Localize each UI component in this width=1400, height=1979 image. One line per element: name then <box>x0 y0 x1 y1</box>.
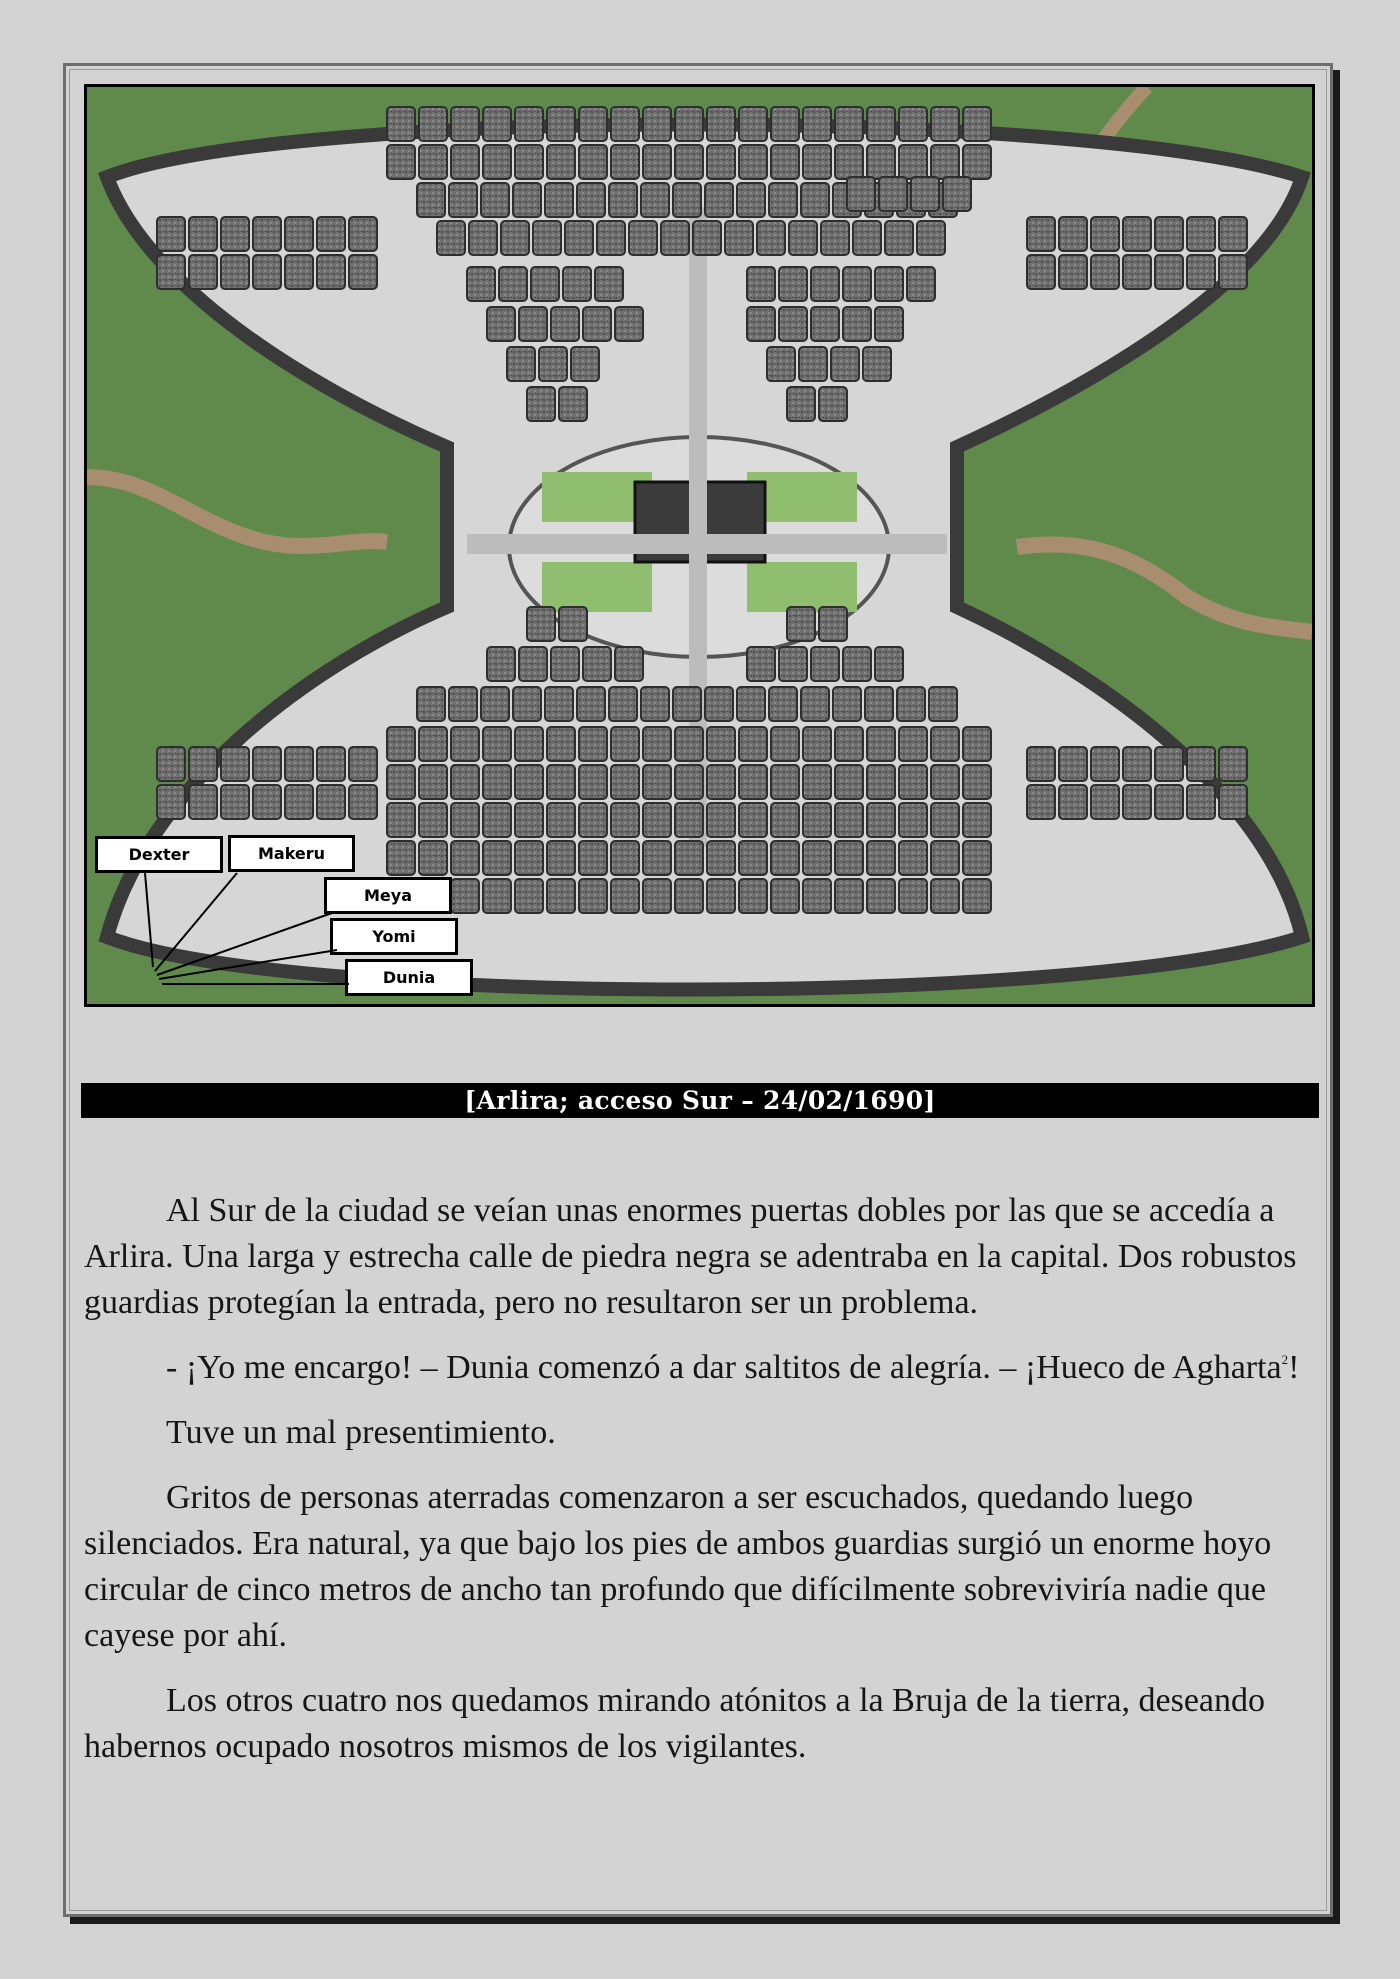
building-block <box>963 803 991 837</box>
building-block <box>1123 255 1151 289</box>
building-block <box>189 255 217 289</box>
building-block <box>931 107 959 141</box>
building-block <box>779 307 807 341</box>
building-block <box>317 785 345 819</box>
building-block <box>811 647 839 681</box>
building-block <box>803 879 831 913</box>
building-block <box>221 785 249 819</box>
building-block <box>707 765 735 799</box>
paragraph: Los otros cuatro nos quedamos mirando atónitos a la Bruja de la tierra, deseando habernos ocupado nosotros mismos de los vigilantes. <box>84 1682 1266 1765</box>
building-block <box>931 841 959 875</box>
building-block <box>547 107 575 141</box>
building-block <box>1091 785 1119 819</box>
building-block <box>317 255 345 289</box>
building-block <box>451 803 479 837</box>
building-block <box>835 879 863 913</box>
building-block <box>1059 255 1087 289</box>
building-block <box>931 803 959 837</box>
building-block <box>419 145 447 179</box>
building-block <box>571 347 599 381</box>
building-block <box>189 747 217 781</box>
building-block <box>1187 255 1215 289</box>
building-block <box>1027 255 1055 289</box>
building-block <box>899 765 927 799</box>
building-block <box>707 803 735 837</box>
building-block <box>1027 217 1055 251</box>
building-block <box>843 267 871 301</box>
building-block <box>707 107 735 141</box>
building-block <box>285 785 313 819</box>
building-block <box>483 145 511 179</box>
building-block <box>583 307 611 341</box>
building-block <box>579 841 607 875</box>
building-block <box>867 145 895 179</box>
building-block <box>847 177 875 211</box>
paragraph: Al Sur de la ciudad se veían unas enormes puertas dobles por las que se accedía a Arlira. Una larga y estrecha calle de piedra negra se adentraba en la capital. Dos robustos guardias protegían la entrada, pero no resultaron ser un problema. <box>84 1192 1297 1321</box>
building-block <box>899 879 927 913</box>
building-block <box>739 107 767 141</box>
building-block <box>1155 785 1183 819</box>
building-block <box>931 727 959 761</box>
building-block <box>611 727 639 761</box>
building-block <box>559 607 587 641</box>
paragraph: Gritos de personas aterradas comenzaron a ser escuchados, quedando luego silenciados. Era natural, ya que bajo los pies de ambos guardias surgió un enorme hoyo circular de cinco metros de ancho tan profundo que difícilmente sobreviviría nadie que cayese por ahí. <box>84 1479 1272 1654</box>
building-block <box>1123 217 1151 251</box>
building-block <box>615 307 643 341</box>
building-block <box>803 727 831 761</box>
building-block <box>867 879 895 913</box>
building-block <box>739 841 767 875</box>
building-block <box>707 145 735 179</box>
building-block <box>831 347 859 381</box>
building-block <box>799 347 827 381</box>
building-block <box>643 107 671 141</box>
building-block <box>1187 217 1215 251</box>
building-block <box>899 803 927 837</box>
building-block <box>547 879 575 913</box>
building-block <box>863 347 891 381</box>
building-block <box>787 607 815 641</box>
building-block <box>285 747 313 781</box>
building-block <box>1059 747 1087 781</box>
label-yomi: Yomi <box>330 918 458 955</box>
building-block <box>1027 785 1055 819</box>
building-block <box>579 803 607 837</box>
building-block <box>1155 217 1183 251</box>
building-block <box>705 183 733 217</box>
building-block <box>811 267 839 301</box>
building-block <box>467 267 495 301</box>
building-block <box>767 347 795 381</box>
building-block <box>1187 747 1215 781</box>
building-block <box>609 183 637 217</box>
building-block <box>675 841 703 875</box>
building-block <box>481 183 509 217</box>
building-block <box>675 107 703 141</box>
building-block <box>899 145 927 179</box>
building-block <box>843 647 871 681</box>
building-block <box>641 183 669 217</box>
building-block <box>253 255 281 289</box>
building-block <box>387 107 415 141</box>
building-block <box>387 803 415 837</box>
building-block <box>801 687 829 721</box>
building-block <box>963 145 991 179</box>
building-block <box>547 145 575 179</box>
building-block <box>897 687 925 721</box>
building-block <box>963 879 991 913</box>
building-block <box>661 221 689 255</box>
building-block <box>911 177 939 211</box>
building-block <box>419 727 447 761</box>
building-block <box>317 217 345 251</box>
building-block <box>513 183 541 217</box>
city-map <box>84 84 1315 1007</box>
building-block <box>579 107 607 141</box>
building-block <box>835 727 863 761</box>
building-block <box>931 765 959 799</box>
building-block <box>737 687 765 721</box>
building-block <box>577 687 605 721</box>
building-block <box>779 267 807 301</box>
building-block <box>865 687 893 721</box>
building-block <box>739 145 767 179</box>
building-block <box>577 183 605 217</box>
building-block <box>917 221 945 255</box>
building-block <box>1219 255 1247 289</box>
building-block <box>675 803 703 837</box>
building-block <box>835 107 863 141</box>
building-block <box>675 727 703 761</box>
building-block <box>157 255 185 289</box>
building-block <box>565 221 593 255</box>
building-block <box>1091 217 1119 251</box>
building-block <box>527 387 555 421</box>
building-block <box>545 183 573 217</box>
label-dunia: Dunia <box>345 959 473 996</box>
building-block <box>157 785 185 819</box>
building-block <box>867 765 895 799</box>
building-block <box>189 785 217 819</box>
building-block <box>747 307 775 341</box>
building-block <box>787 387 815 421</box>
building-block <box>739 879 767 913</box>
label-makeru: Makeru <box>228 835 355 872</box>
building-block <box>879 177 907 211</box>
building-block <box>349 217 377 251</box>
building-block <box>739 727 767 761</box>
building-block <box>747 267 775 301</box>
building-block <box>437 221 465 255</box>
building-block <box>487 307 515 341</box>
building-block <box>387 727 415 761</box>
building-block <box>515 841 543 875</box>
building-block <box>769 687 797 721</box>
building-block <box>419 765 447 799</box>
building-block <box>899 727 927 761</box>
building-block <box>835 803 863 837</box>
building-block <box>675 145 703 179</box>
building-block <box>693 221 721 255</box>
building-block <box>483 803 511 837</box>
building-block <box>833 687 861 721</box>
building-block <box>963 107 991 141</box>
building-block <box>253 217 281 251</box>
building-block <box>221 747 249 781</box>
building-block <box>157 747 185 781</box>
building-block <box>515 803 543 837</box>
building-block <box>483 841 511 875</box>
building-block <box>611 803 639 837</box>
building-block <box>451 765 479 799</box>
building-block <box>539 347 567 381</box>
building-block <box>835 145 863 179</box>
building-block <box>417 687 445 721</box>
building-block <box>771 841 799 875</box>
building-block <box>469 221 497 255</box>
building-block <box>643 841 671 875</box>
building-block <box>499 267 527 301</box>
building-block <box>387 145 415 179</box>
building-block <box>515 727 543 761</box>
building-block <box>707 727 735 761</box>
building-block <box>551 647 579 681</box>
building-block <box>451 879 479 913</box>
footnote-ref: 2 <box>1281 1352 1289 1367</box>
building-block <box>835 765 863 799</box>
building-block <box>189 217 217 251</box>
building-block <box>221 255 249 289</box>
building-block <box>771 145 799 179</box>
building-block <box>1155 255 1183 289</box>
building-block <box>515 765 543 799</box>
building-block <box>899 107 927 141</box>
building-block <box>739 803 767 837</box>
building-block <box>611 145 639 179</box>
building-block <box>673 183 701 217</box>
building-block <box>779 647 807 681</box>
building-block <box>943 177 971 211</box>
building-block <box>387 765 415 799</box>
building-block <box>349 785 377 819</box>
building-block <box>609 687 637 721</box>
building-block <box>875 267 903 301</box>
building-block <box>515 879 543 913</box>
building-block <box>547 803 575 837</box>
building-block <box>803 803 831 837</box>
building-block <box>559 387 587 421</box>
building-block <box>643 145 671 179</box>
label-meya: Meya <box>324 877 452 914</box>
building-block <box>803 145 831 179</box>
building-block <box>595 267 623 301</box>
story-text <box>84 1188 1314 1789</box>
building-block <box>821 221 849 255</box>
building-block <box>771 765 799 799</box>
section-heading: [Arlira; acceso Sur – 24/02/1690] <box>81 1083 1319 1118</box>
building-block <box>285 217 313 251</box>
building-block <box>449 183 477 217</box>
building-block <box>611 765 639 799</box>
building-block <box>579 727 607 761</box>
building-block <box>451 841 479 875</box>
building-block <box>501 221 529 255</box>
building-block <box>547 765 575 799</box>
building-block <box>771 879 799 913</box>
building-block <box>675 765 703 799</box>
building-block <box>285 255 313 289</box>
building-block <box>771 803 799 837</box>
building-block <box>643 765 671 799</box>
building-block <box>157 217 185 251</box>
building-block <box>963 841 991 875</box>
building-block <box>929 687 957 721</box>
building-block <box>811 307 839 341</box>
building-block <box>419 841 447 875</box>
building-block <box>579 765 607 799</box>
building-block <box>963 765 991 799</box>
building-block <box>853 221 881 255</box>
building-block <box>527 607 555 641</box>
building-block <box>1091 255 1119 289</box>
building-block <box>707 841 735 875</box>
building-block <box>349 747 377 781</box>
building-block <box>1219 785 1247 819</box>
building-block <box>931 879 959 913</box>
building-block <box>253 785 281 819</box>
building-block <box>819 607 847 641</box>
building-block <box>387 841 415 875</box>
building-block <box>803 841 831 875</box>
paragraph: Tuve un mal presentimiento. <box>166 1414 556 1451</box>
building-block <box>819 387 847 421</box>
building-block <box>513 687 541 721</box>
building-block <box>519 307 547 341</box>
building-block <box>487 647 515 681</box>
building-block <box>1219 217 1247 251</box>
building-block <box>867 727 895 761</box>
building-block <box>643 879 671 913</box>
building-block <box>737 183 765 217</box>
building-block <box>531 267 559 301</box>
building-block <box>1155 747 1183 781</box>
building-block <box>533 221 561 255</box>
building-block <box>769 183 797 217</box>
building-block <box>803 765 831 799</box>
building-block <box>899 841 927 875</box>
building-block <box>615 647 643 681</box>
building-block <box>597 221 625 255</box>
building-block <box>515 145 543 179</box>
building-block <box>221 217 249 251</box>
building-block <box>739 765 767 799</box>
building-block <box>483 727 511 761</box>
building-block <box>835 841 863 875</box>
building-block <box>519 647 547 681</box>
building-block <box>579 145 607 179</box>
building-block <box>801 183 829 217</box>
building-block <box>673 687 701 721</box>
building-block <box>451 107 479 141</box>
label-dexter: Dexter <box>95 836 223 873</box>
building-block <box>419 107 447 141</box>
building-block <box>451 727 479 761</box>
building-block <box>867 841 895 875</box>
building-block <box>843 307 871 341</box>
building-block <box>483 879 511 913</box>
building-block <box>451 145 479 179</box>
building-block <box>885 221 913 255</box>
building-block <box>563 267 591 301</box>
building-block <box>757 221 785 255</box>
building-block <box>579 879 607 913</box>
building-block <box>875 647 903 681</box>
building-block <box>707 879 735 913</box>
building-block <box>481 687 509 721</box>
building-block <box>317 747 345 781</box>
building-block <box>611 841 639 875</box>
building-block <box>643 803 671 837</box>
building-block <box>1091 747 1119 781</box>
building-block <box>611 879 639 913</box>
building-block <box>449 687 477 721</box>
building-block <box>771 727 799 761</box>
paragraph-dialogue: - ¡Yo me encargo! – Dunia comenzó a dar saltitos de alegría. – ¡Hueco de Agharta$^2$! <box>166 1349 1300 1386</box>
building-block <box>1059 217 1087 251</box>
building-block <box>907 267 935 301</box>
building-block <box>705 687 733 721</box>
building-block <box>747 647 775 681</box>
building-block <box>507 347 535 381</box>
building-block <box>803 107 831 141</box>
building-block <box>725 221 753 255</box>
building-block <box>483 107 511 141</box>
building-block <box>963 727 991 761</box>
building-block <box>417 183 445 217</box>
building-block <box>789 221 817 255</box>
building-block <box>1187 785 1215 819</box>
building-block <box>515 107 543 141</box>
building-block <box>931 145 959 179</box>
building-block <box>1027 747 1055 781</box>
building-block <box>547 841 575 875</box>
building-block <box>771 107 799 141</box>
building-block <box>867 107 895 141</box>
building-block <box>611 107 639 141</box>
building-block <box>629 221 657 255</box>
building-block <box>483 765 511 799</box>
building-block <box>583 647 611 681</box>
building-block <box>1219 747 1247 781</box>
building-block <box>643 727 671 761</box>
building-block <box>641 687 669 721</box>
building-block <box>675 879 703 913</box>
building-block <box>253 747 281 781</box>
building-block <box>1123 785 1151 819</box>
building-block <box>545 687 573 721</box>
building-block <box>875 307 903 341</box>
building-block <box>547 727 575 761</box>
building-block <box>867 803 895 837</box>
building-block <box>349 255 377 289</box>
building-block <box>1059 785 1087 819</box>
building-block <box>419 803 447 837</box>
building-block <box>551 307 579 341</box>
building-block <box>1123 747 1151 781</box>
